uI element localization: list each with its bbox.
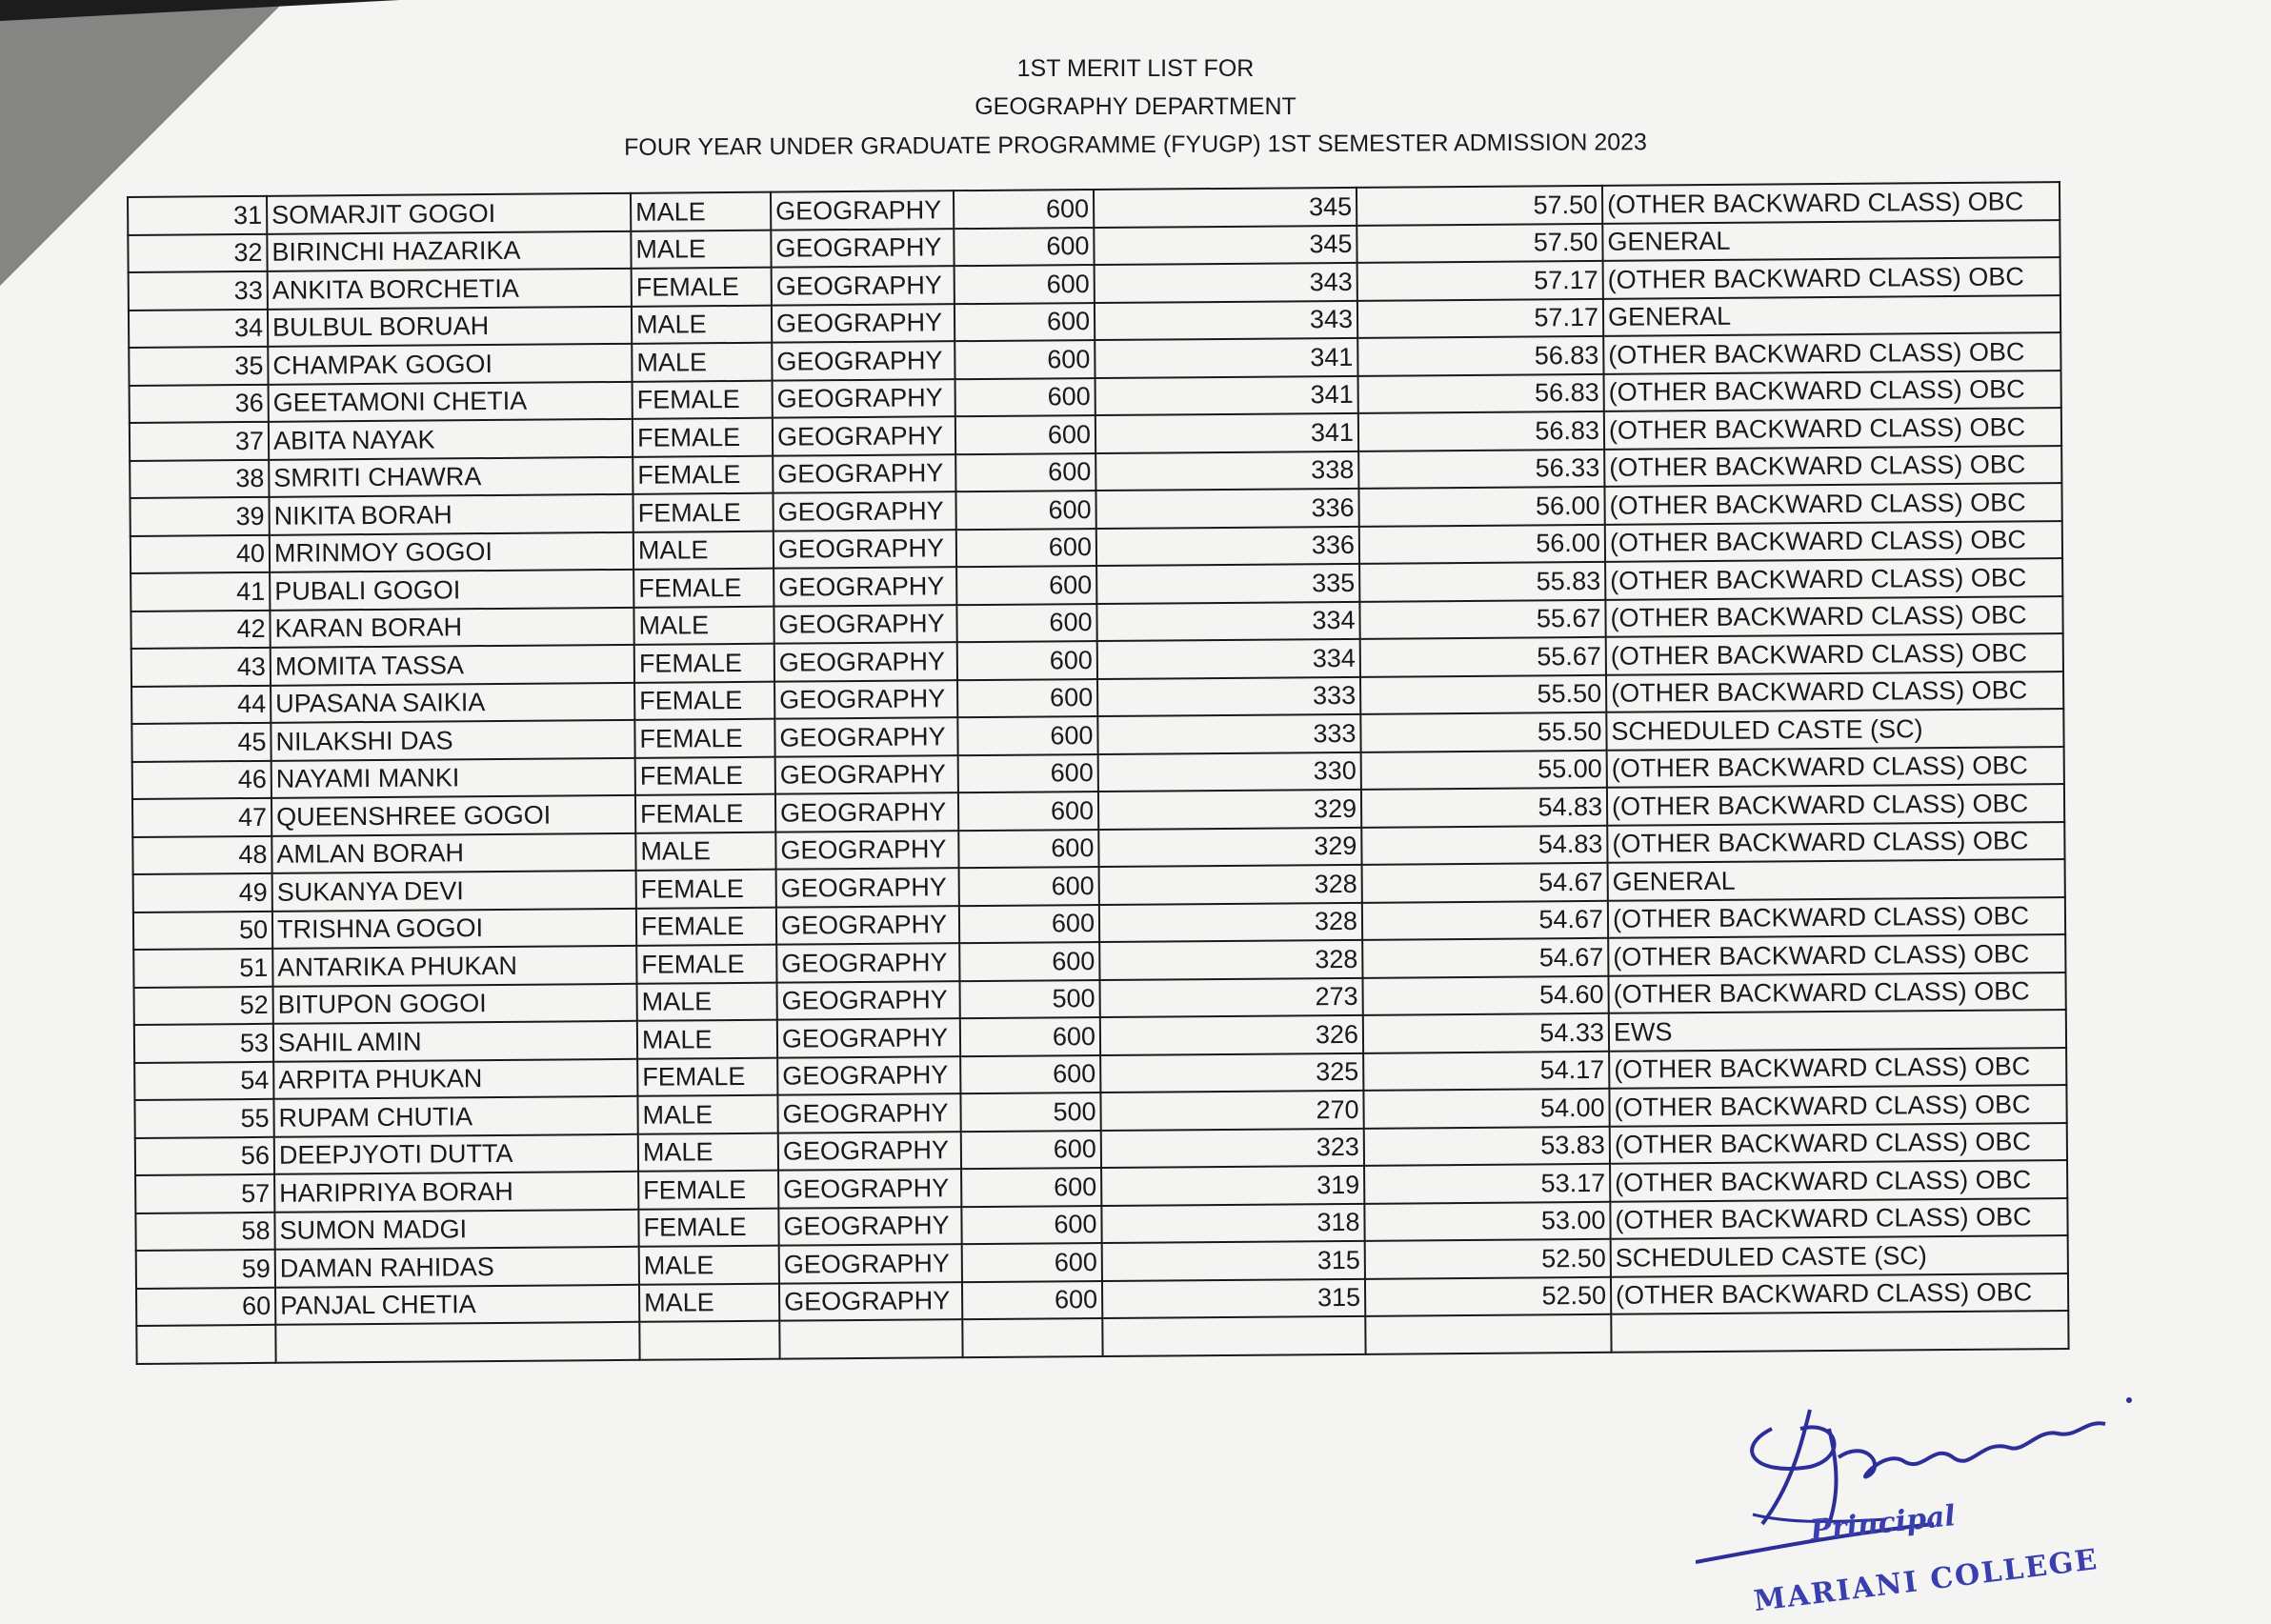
cell-percentage: 55.50 (1360, 674, 1606, 714)
cell-gender: FEMALE (634, 681, 774, 720)
cell-total-marks: 600 (958, 792, 1098, 831)
cell-total-marks: 600 (957, 641, 1097, 680)
cell-percentage: 57.17 (1357, 261, 1603, 301)
header-line-3: FOUR YEAR UNDER GRADUATE PROGRAMME (FYUGP) 1ST SEMESTER ADMISSION 2023 (624, 129, 1647, 161)
cell-category: (OTHER BACKWARD CLASS) OBC (1604, 483, 2061, 524)
cell-name: PANJAL CHETIA (275, 1284, 639, 1324)
cell-name: ABITA NAYAK (269, 419, 633, 459)
cell-subject: GEOGRAPHY (772, 266, 955, 305)
cell-total-marks (962, 1318, 1102, 1357)
cell-percentage: 56.83 (1358, 411, 1604, 451)
cell-serial: 47 (132, 798, 271, 837)
cell-subject: GEOGRAPHY (776, 906, 959, 945)
cell-category: (OTHER BACKWARD CLASS) OBC (1610, 1198, 2067, 1239)
cell-marks-obtained: 345 (1094, 188, 1357, 228)
cell-serial: 55 (134, 1099, 273, 1138)
cell-total-marks: 600 (957, 679, 1097, 718)
cell-percentage: 52.50 (1365, 1239, 1611, 1279)
cell-total-marks: 500 (959, 980, 1099, 1019)
cell-percentage: 54.83 (1361, 825, 1607, 865)
cell-serial: 58 (135, 1212, 274, 1251)
cell-gender: FEMALE (633, 418, 773, 457)
signature-title: Principal (1808, 1499, 1958, 1548)
cell-subject: GEOGRAPHY (777, 1018, 960, 1057)
cell-serial: 44 (131, 685, 271, 724)
cell-name: CHAMPAK GOGOI (268, 344, 632, 384)
cell-percentage: 53.17 (1364, 1164, 1610, 1204)
cell-name: RUPAM CHUTIA (273, 1096, 637, 1136)
cell-total-marks: 600 (955, 303, 1095, 342)
cell-category: GENERAL (1603, 295, 2060, 336)
cell-gender: FEMALE (635, 794, 775, 833)
cell-category: (OTHER BACKWARD CLASS) OBC (1604, 446, 2061, 487)
cell-marks-obtained: 336 (1096, 526, 1359, 566)
cell-total-marks: 600 (955, 378, 1095, 417)
cell-gender: MALE (633, 606, 774, 645)
cell-name: BITUPON GOGOI (273, 983, 637, 1023)
cell-total-marks: 600 (962, 1280, 1102, 1319)
cell-name: SUMON MADGI (274, 1209, 638, 1249)
cell-category: (OTHER BACKWARD CLASS) OBC (1606, 633, 2063, 674)
cell-total-marks: 600 (961, 1130, 1101, 1169)
cell-marks-obtained: 334 (1096, 601, 1359, 641)
cell-category: (OTHER BACKWARD CLASS) OBC (1605, 558, 2062, 599)
cell-marks-obtained: 273 (1099, 977, 1362, 1017)
cell-name: MRINMOY GOGOI (270, 531, 633, 571)
cell-gender: FEMALE (636, 870, 776, 909)
cell-serial: 34 (129, 309, 268, 348)
cell-gender (639, 1321, 779, 1360)
cell-percentage: 54.17 (1363, 1051, 1609, 1091)
cell-marks-obtained: 315 (1102, 1241, 1365, 1281)
cell-marks-obtained: 328 (1099, 940, 1362, 980)
cell-name: ARPITA PHUKAN (273, 1058, 637, 1098)
cell-category: (OTHER BACKWARD CLASS) OBC (1610, 1160, 2067, 1201)
cell-subject: GEOGRAPHY (773, 491, 955, 531)
cell-subject: GEOGRAPHY (772, 341, 955, 380)
cell-marks-obtained: 329 (1098, 790, 1361, 830)
cell-subject: GEOGRAPHY (774, 605, 956, 644)
cell-percentage: 54.00 (1363, 1089, 1609, 1129)
cell-serial: 39 (130, 497, 269, 536)
cell-marks-obtained: 323 (1101, 1128, 1364, 1168)
cell-marks-obtained: 318 (1101, 1203, 1364, 1243)
cell-serial: 57 (135, 1174, 274, 1213)
cell-total-marks: 600 (956, 529, 1096, 568)
cell-category: GENERAL (1602, 220, 2060, 261)
cell-gender: MALE (639, 1283, 779, 1322)
cell-category: (OTHER BACKWARD CLASS) OBC (1608, 897, 2065, 938)
cell-marks-obtained: 330 (1098, 752, 1361, 792)
cell-gender: MALE (631, 192, 771, 231)
cell-serial: 32 (128, 233, 267, 272)
cell-subject: GEOGRAPHY (774, 642, 957, 681)
cell-subject: GEOGRAPHY (771, 229, 954, 268)
cell-gender: FEMALE (637, 1057, 777, 1096)
cell-subject: GEOGRAPHY (776, 943, 959, 982)
cell-category: (OTHER BACKWARD CLASS) OBC (1611, 1273, 2068, 1314)
cell-percentage: 53.00 (1364, 1201, 1610, 1241)
cell-serial: 60 (136, 1287, 275, 1326)
cell-serial: 41 (131, 572, 270, 612)
cell-name: QUEENSHREE GOGOI (271, 795, 635, 835)
merit-list-table (127, 181, 2070, 1364)
cell-total-marks: 600 (955, 265, 1095, 304)
cell-gender: FEMALE (633, 569, 774, 608)
cell-marks-obtained: 326 (1100, 1015, 1363, 1055)
cell-total-marks: 600 (961, 1168, 1101, 1207)
cell-marks-obtained: 329 (1098, 827, 1361, 867)
cell-subject: GEOGRAPHY (773, 416, 955, 455)
cell-percentage: 56.33 (1358, 449, 1604, 489)
cell-serial: 51 (133, 949, 272, 988)
cell-percentage: 54.67 (1362, 863, 1608, 903)
cell-gender: MALE (637, 982, 777, 1021)
cell-subject: GEOGRAPHY (774, 717, 957, 756)
cell-category: EWS (1609, 1010, 2066, 1051)
cell-name: TRISHNA GOGOI (272, 908, 636, 948)
cell-total-marks: 600 (959, 942, 1099, 981)
cell-marks-obtained: 333 (1097, 676, 1360, 716)
cell-gender: FEMALE (636, 907, 776, 946)
cell-serial: 43 (131, 648, 271, 687)
cell-total-marks: 600 (960, 1017, 1100, 1056)
page-corner-edge (0, 0, 400, 21)
cell-serial: 49 (133, 873, 272, 912)
header-line-2: GEOGRAPHY DEPARTMENT (975, 93, 1296, 120)
cell-subject: GEOGRAPHY (774, 567, 956, 606)
cell-name: UPASANA SAIKIA (271, 682, 634, 722)
cell-gender: MALE (637, 1095, 777, 1134)
cell-marks-obtained (1102, 1316, 1365, 1356)
cell-total-marks: 600 (954, 228, 1094, 267)
cell-category: (OTHER BACKWARD CLASS) OBC (1603, 332, 2060, 373)
cell-subject: GEOGRAPHY (779, 1244, 962, 1283)
cell-subject: GEOGRAPHY (778, 1169, 961, 1208)
cell-total-marks: 600 (958, 830, 1098, 869)
cell-marks-obtained: 341 (1095, 375, 1358, 415)
cell-gender: MALE (639, 1246, 779, 1285)
cell-name: GEETAMONI CHETIA (269, 381, 633, 421)
cell-subject: GEOGRAPHY (777, 1093, 960, 1133)
cell-category: (OTHER BACKWARD CLASS) OBC (1607, 747, 2064, 788)
cell-name: SMRITI CHAWRA (269, 456, 633, 496)
cell-subject: GEOGRAPHY (776, 868, 959, 907)
cell-gender: MALE (632, 305, 772, 344)
cell-subject: GEOGRAPHY (774, 680, 957, 719)
cell-serial: 37 (130, 422, 269, 461)
cell-serial: 50 (133, 911, 272, 950)
cell-total-marks: 600 (954, 190, 1094, 229)
cell-total-marks: 600 (959, 867, 1099, 906)
cell-total-marks: 600 (959, 905, 1099, 944)
cell-total-marks: 600 (957, 716, 1097, 755)
cell-category: (OTHER BACKWARD CLASS) OBC (1610, 1123, 2067, 1164)
cell-name: HARIPRIYA BORAH (274, 1172, 638, 1212)
cell-category: (OTHER BACKWARD CLASS) OBC (1605, 521, 2062, 562)
cell-serial (136, 1325, 275, 1364)
merit-list-body (128, 182, 2069, 1363)
cell-category: (OTHER BACKWARD CLASS) OBC (1605, 596, 2062, 637)
cell-subject: GEOGRAPHY (775, 755, 958, 794)
document-header (0, 50, 2271, 164)
cell-marks-obtained: 341 (1095, 338, 1357, 378)
cell-category: GENERAL (1608, 859, 2065, 900)
cell-gender: FEMALE (633, 493, 773, 532)
cell-name: NAYAMI MANKI (271, 757, 635, 797)
cell-serial: 56 (135, 1136, 274, 1175)
cell-category: (OTHER BACKWARD CLASS) OBC (1604, 371, 2061, 411)
cell-category: (OTHER BACKWARD CLASS) OBC (1606, 672, 2063, 712)
cell-subject: GEOGRAPHY (773, 379, 955, 418)
cell-marks-obtained: 315 (1102, 1278, 1365, 1318)
cell-name: SAHIL AMIN (273, 1021, 637, 1061)
cell-subject: GEOGRAPHY (779, 1282, 962, 1321)
cell-category: SCHEDULED CASTE (SC) (1611, 1235, 2068, 1276)
cell-percentage: 53.83 (1364, 1126, 1610, 1166)
cell-total-marks: 600 (960, 1055, 1100, 1094)
cell-gender: FEMALE (633, 380, 773, 419)
cell-percentage: 54.60 (1362, 975, 1608, 1015)
cell-serial: 38 (130, 459, 269, 498)
cell-marks-obtained: 338 (1095, 451, 1358, 491)
cell-name: ANKITA BORCHETIA (268, 269, 632, 309)
cell-name: BULBUL BORUAH (268, 306, 632, 346)
cell-gender: MALE (637, 1020, 777, 1059)
cell-category: (OTHER BACKWARD CLASS) OBC (1609, 1085, 2066, 1126)
cell-percentage: 56.83 (1357, 336, 1603, 376)
cell-total-marks: 600 (962, 1243, 1102, 1282)
cell-total-marks: 600 (955, 491, 1095, 530)
cell-serial: 53 (134, 1024, 273, 1063)
cell-total-marks: 500 (960, 1093, 1100, 1132)
cell-category: (OTHER BACKWARD CLASS) OBC (1608, 934, 2065, 975)
cell-name: DAMAN RAHIDAS (275, 1247, 639, 1287)
cell-category: (OTHER BACKWARD CLASS) OBC (1609, 1048, 2066, 1089)
cell-name: SOMARJIT GOGOI (267, 193, 631, 233)
cell-percentage: 56.83 (1358, 373, 1604, 413)
cell-percentage: 54.67 (1362, 900, 1608, 940)
cell-subject: GEOGRAPHY (772, 304, 955, 343)
cell-gender: FEMALE (634, 719, 774, 758)
cell-serial: 46 (132, 760, 271, 799)
cell-name (275, 1322, 639, 1362)
cell-marks-obtained: 343 (1095, 263, 1357, 303)
cell-category: (OTHER BACKWARD CLASS) OBC (1604, 408, 2061, 449)
cell-name: NILAKSHI DAS (271, 720, 634, 760)
signature-college: MARIANI COLLEGE (1752, 1542, 2100, 1619)
cell-marks-obtained: 334 (1097, 639, 1360, 679)
cell-percentage: 55.50 (1360, 712, 1606, 752)
cell-percentage: 57.50 (1357, 223, 1602, 263)
cell-gender: FEMALE (638, 1208, 778, 1247)
cell-total-marks: 600 (961, 1205, 1101, 1244)
cell-percentage: 57.17 (1357, 298, 1603, 338)
cell-marks-obtained: 345 (1094, 225, 1357, 265)
cell-gender: FEMALE (632, 268, 772, 307)
cell-percentage: 52.50 (1365, 1276, 1611, 1316)
cell-subject: GEOGRAPHY (777, 1056, 960, 1095)
cell-gender: FEMALE (634, 644, 774, 683)
cell-serial: 36 (130, 384, 269, 423)
cell-category: (OTHER BACKWARD CLASS) OBC (1608, 972, 2065, 1013)
cell-category: SCHEDULED CASTE (SC) (1606, 709, 2063, 750)
cell-subject: GEOGRAPHY (777, 981, 960, 1020)
cell-gender: MALE (633, 531, 774, 570)
cell-percentage: 55.67 (1359, 599, 1605, 639)
cell-percentage: 55.67 (1360, 637, 1606, 677)
cell-name: BIRINCHI HAZARIKA (267, 231, 631, 271)
cell-percentage: 54.33 (1363, 1013, 1609, 1053)
cell-name: KARAN BORAH (270, 607, 633, 647)
cell-subject: GEOGRAPHY (773, 454, 955, 493)
cell-serial: 40 (131, 534, 270, 573)
cell-total-marks: 600 (955, 453, 1095, 492)
cell-name: MOMITA TASSA (271, 645, 634, 685)
cell-marks-obtained: 333 (1097, 714, 1360, 754)
cell-serial: 52 (134, 986, 273, 1025)
cell-percentage: 56.00 (1358, 487, 1604, 527)
cell-category: (OTHER BACKWARD CLASS) OBC (1607, 784, 2064, 825)
cell-marks-obtained: 270 (1100, 1091, 1363, 1131)
cell-subject: GEOGRAPHY (778, 1207, 961, 1246)
cell-total-marks: 600 (956, 566, 1096, 605)
cell-percentage: 54.67 (1362, 938, 1608, 978)
cell-percentage: 54.83 (1361, 788, 1607, 828)
cell-marks-obtained: 336 (1095, 489, 1358, 529)
cell-total-marks: 600 (955, 415, 1095, 454)
cell-category: (OTHER BACKWARD CLASS) OBC (1603, 257, 2060, 298)
cell-marks-obtained: 328 (1099, 865, 1362, 905)
cell-gender: MALE (638, 1133, 778, 1172)
cell-percentage: 55.83 (1359, 562, 1605, 602)
cell-serial: 31 (128, 196, 267, 235)
cell-name: ANTARIKA PHUKAN (272, 946, 636, 986)
cell-percentage: 56.00 (1359, 524, 1605, 564)
cell-total-marks: 600 (956, 604, 1096, 643)
cell-gender: MALE (631, 230, 771, 269)
cell-serial: 33 (129, 271, 268, 311)
cell-marks-obtained: 341 (1095, 413, 1358, 453)
cell-gender: MALE (635, 832, 775, 871)
cell-name: NIKITA BORAH (269, 494, 633, 534)
cell-percentage (1365, 1314, 1611, 1354)
cell-category: (OTHER BACKWARD CLASS) OBC (1602, 182, 2060, 223)
cell-total-marks: 600 (955, 340, 1095, 379)
cell-percentage: 57.50 (1357, 186, 1602, 226)
principal-signature (1696, 1391, 2134, 1619)
cell-name: DEEPJYOTI DUTTA (274, 1133, 638, 1173)
cell-percentage: 55.00 (1361, 750, 1607, 790)
cell-subject: GEOGRAPHY (778, 1132, 961, 1171)
header-line-1: 1ST MERIT LIST FOR (1016, 55, 1255, 82)
cell-marks-obtained: 335 (1096, 564, 1359, 604)
cell-serial: 48 (132, 835, 271, 874)
cell-serial: 54 (134, 1061, 273, 1100)
cell-category (1611, 1311, 2068, 1352)
cell-marks-obtained: 343 (1095, 300, 1357, 340)
cell-gender: MALE (632, 343, 772, 382)
cell-gender: FEMALE (635, 756, 775, 795)
cell-serial: 42 (131, 610, 270, 649)
cell-marks-obtained: 319 (1101, 1166, 1364, 1206)
cell-serial: 35 (129, 347, 268, 386)
cell-marks-obtained: 325 (1100, 1053, 1363, 1093)
cell-subject: GEOGRAPHY (771, 190, 954, 230)
cell-serial: 59 (136, 1250, 275, 1289)
cell-name: AMLAN BORAH (271, 832, 635, 872)
cell-subject (779, 1319, 962, 1358)
cell-name: PUBALI GOGOI (270, 570, 633, 610)
cell-gender: FEMALE (633, 455, 773, 494)
cell-subject: GEOGRAPHY (775, 792, 958, 832)
cell-gender: FEMALE (638, 1171, 778, 1210)
cell-category: (OTHER BACKWARD CLASS) OBC (1607, 822, 2064, 863)
cell-name: SUKANYA DEVI (272, 871, 636, 911)
cell-serial: 45 (131, 723, 271, 762)
cell-subject: GEOGRAPHY (774, 530, 956, 569)
cell-total-marks: 600 (958, 754, 1098, 793)
cell-subject: GEOGRAPHY (775, 831, 958, 870)
cell-marks-obtained: 328 (1099, 902, 1362, 942)
cell-gender: FEMALE (636, 945, 776, 984)
